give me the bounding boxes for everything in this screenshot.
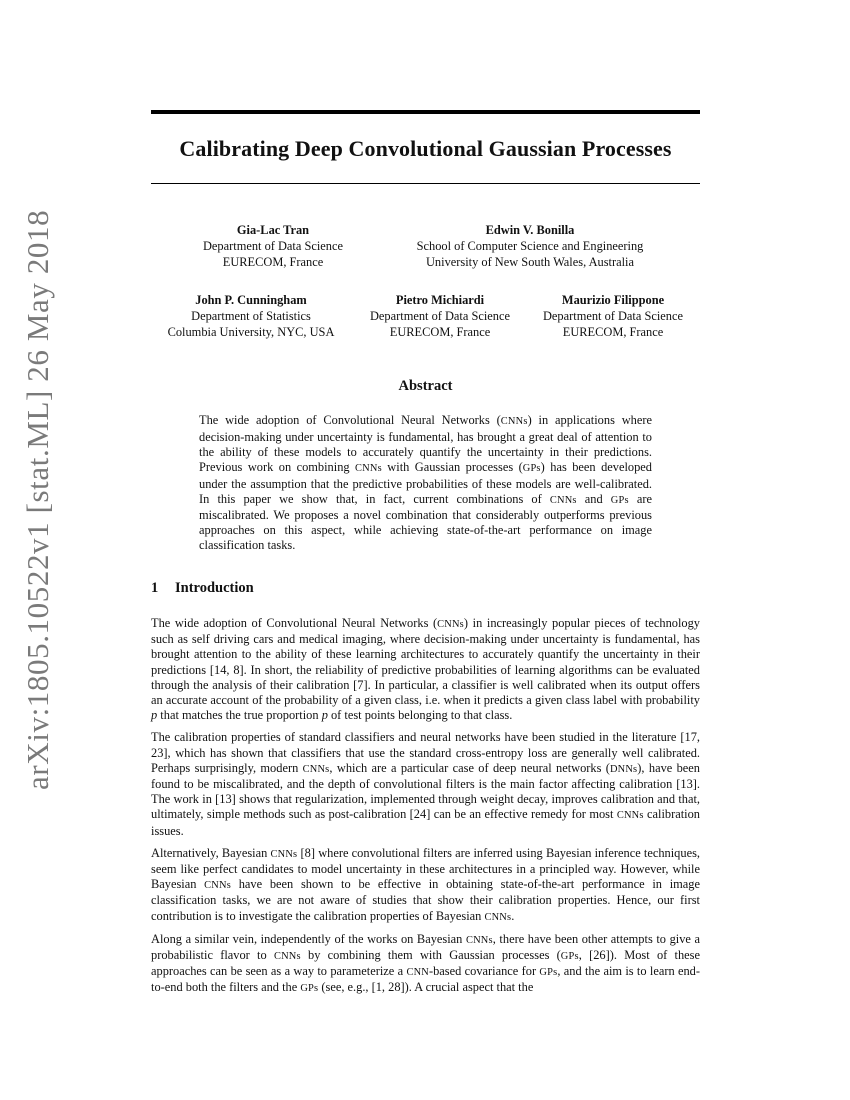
paragraph: The calibration properties of standard classifiers and neural networks have been studied in the literature [17, 23], which has shown that classifiers that use the standard cross-entropy loss are generally well calibrated. Perhaps surprisingly, modern CNNs, which are a particular case of deep neural networks (DNNs), have been found to be miscalibrated, and the depth of convolutional filters is the main factor affecting calibration [13]. The work in [13] shows that regularization, implemented through weight decay, improves calibration and that, ultimately, simple methods such as post-calibration [24] can be an effective remedy for most CNNs calibration issues. bbox=[151, 730, 700, 838]
author-name: Edwin V. Bonilla bbox=[485, 223, 575, 237]
paragraph: Alternatively, Bayesian CNNs [8] where convolutional filters are inferred using Bayesian inference techniques, seem like perfect candidates to model uncertainty in these architectures in a principled way. However, while Bayesian CNNs have been shown to be effective in obtaining state-of-the-art performance in image classification tasks, we are not aware of studies that show their calibration properties. Hence, our first contribution is to investigate the calibration properties of Bayesian CNNs. bbox=[151, 845, 700, 923]
author-block bbox=[151, 292, 351, 340]
author-department: School of Computer Science and Engineering bbox=[416, 239, 644, 253]
author-institution: EURECOM, France bbox=[222, 255, 324, 269]
paragraph: Along a similar vein, independently of the works on Bayesian CNNs, there have been other attempts to give a probabilistic flavor to CNNs by combining them with Gaussian processes (GPs, [26]). Most of these approaches can be seen as a way to parameterize a CNN-based covariance for GPs, and the aim is to learn end-to-end both the filters and the GPs (see, e.g., [1, 28]). A crucial aspect that the bbox=[151, 931, 700, 995]
author-name: John P. Cunningham bbox=[195, 293, 307, 307]
body-text bbox=[151, 616, 700, 1004]
author-name: Gia-Lac Tran bbox=[236, 223, 310, 237]
title-top-rule bbox=[151, 110, 700, 114]
author-block bbox=[528, 292, 698, 340]
author-block bbox=[380, 222, 680, 270]
author-name: Maurizio Filippone bbox=[561, 293, 665, 307]
author-block bbox=[173, 222, 373, 270]
section-title: Introduction bbox=[175, 580, 254, 596]
author-block bbox=[355, 292, 525, 340]
author-institution: Columbia University, NYC, USA bbox=[167, 325, 335, 339]
author-institution: EURECOM, France bbox=[562, 325, 664, 339]
author-department: Department of Statistics bbox=[191, 309, 311, 323]
section-number: 1 bbox=[151, 580, 159, 596]
section-heading bbox=[151, 580, 254, 597]
author-department: Department of Data Science bbox=[202, 239, 344, 253]
paragraph: The wide adoption of Convolutional Neural Networks (CNNs) in increasingly popular pieces of technology such as self driving cars and medical imaging, where decision-making under uncertainty is fundamental, has brought attention to the ability of these learning architectures to accurately quantify the uncertainty in their predictions [14, 8]. In short, the reliability of predictive probabilities of learning algorithms can be evaluated through the analysis of their calibration [7]. In particular, a classifier is well calibrated when its output offers an accurate account of the probability of a given class, i.e. when it predicts a given class label with probability p that matches the true proportion p of test points belonging to that class. bbox=[151, 616, 700, 723]
abstract-text: The wide adoption of Convolutional Neural Networks (CNNs) in applications where decision-making under uncertainty is fundamental, has brought a great deal of attention to the ability of these models to accurately quantify the uncertainty in their predictions. Previous work on combining CNNs with Gaussian processes (GPs) has been developed under the assumption that the predictive probabilities of these models are well-calibrated. In this paper we show that, in fact, current combinations of CNNs and GPs are miscalibrated. We proposes a novel combination that considerably outperforms previous approaches on this aspect, while achieving state-of-the-art performance on image classification tasks. bbox=[199, 413, 652, 553]
author-name: Pietro Michiardi bbox=[395, 293, 485, 307]
arxiv-identifier-stamp: arXiv:1805.10522v1 [stat.ML] 26 May 2018 bbox=[20, 209, 55, 790]
title-bottom-rule bbox=[151, 183, 700, 184]
abstract-heading: Abstract bbox=[398, 378, 453, 394]
author-department: Department of Data Science bbox=[542, 309, 684, 323]
author-institution: University of New South Wales, Australia bbox=[425, 255, 634, 269]
author-department: Department of Data Science bbox=[369, 309, 511, 323]
paper-title: Calibrating Deep Convolutional Gaussian Processes bbox=[179, 136, 672, 161]
author-institution: EURECOM, France bbox=[389, 325, 491, 339]
